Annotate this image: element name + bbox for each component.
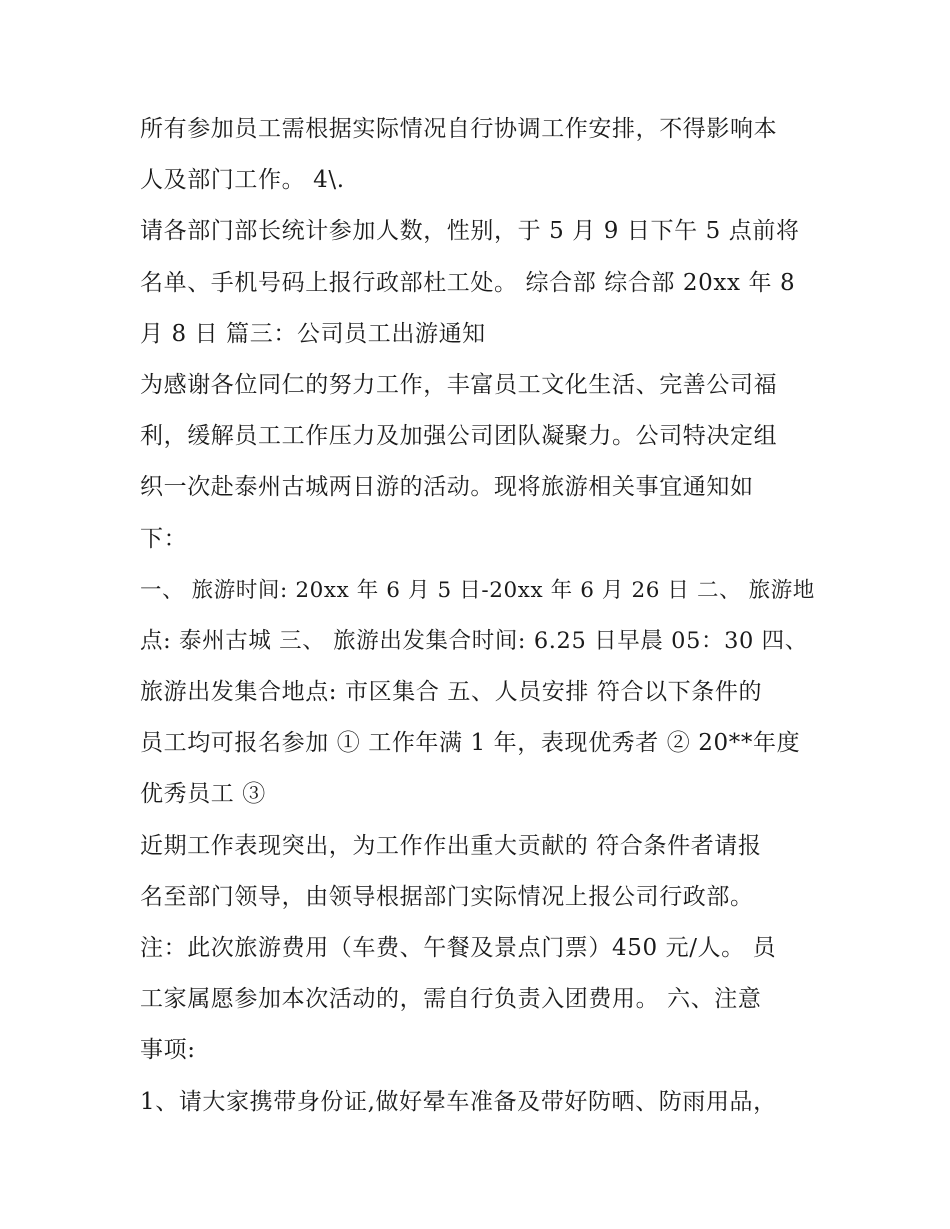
text-line: 旅游出发集合地点: 市区集合 五、人员安排 符合以下条件的: [140, 679, 763, 706]
text-line: 近期工作表现突出，为工作作出重大贡献的 符合条件者请报: [140, 832, 762, 859]
text-line: 工家属愿参加本次活动的，需自行负责入团费用。 六、注意: [140, 986, 762, 1013]
text-line: 月 8 日 篇三：公司员工出游通知: [140, 320, 486, 347]
text-line: 请各部门部长统计参加人数，性别，于 5 月 9 日下午 5 点前将: [140, 218, 800, 245]
document-body: [140, 104, 820, 1128]
text-line: 名至部门领导，由领导根据部门实际情况上报公司行政部。: [140, 883, 754, 910]
text-line: 1、请大家携带身份证,做好晕车准备及带好防晒、防雨用品，: [140, 1088, 777, 1115]
text-line: 注：此次旅游费用（车费、午餐及景点门票）450 元/人。 员: [140, 935, 777, 961]
text-line: 点: 泰州古城 三、 旅游出发集合时间: 6.25 日早晨 05：30 四、: [140, 627, 808, 654]
text-line: 织一次赴泰州古城两日游的活动。现将旅游相关事宜通知如: [140, 474, 754, 501]
text-line: 为感谢各位同仁的努力工作，丰富员工文化生活、完善公司福: [140, 371, 778, 398]
text-line: 名单、手机号码上报行政部杜工处。 综合部 综合部 20xx 年 8: [140, 269, 796, 296]
text-line: 员工均可报名参加 ① 工作年满 1 年，表现优秀者 ② 20**年度: [140, 730, 801, 757]
text-line: 一、 旅游时间: 20xx 年 6 月 5 日-20xx 年 6 月 26 日 二、 旅游地: [140, 577, 815, 603]
text-line: 优秀员工 ③: [140, 781, 266, 808]
text-line: 事项:: [140, 1037, 196, 1064]
text-line: 利，缓解员工工作压力及加强公司团队凝聚力。公司特决定组: [140, 423, 778, 450]
text-line: 下：: [140, 525, 188, 552]
text-line: 人及部门工作。 4\.: [140, 167, 345, 194]
text-line: 所有参加员工需根据实际情况自行协调工作安排，不得影响本: [140, 116, 778, 142]
